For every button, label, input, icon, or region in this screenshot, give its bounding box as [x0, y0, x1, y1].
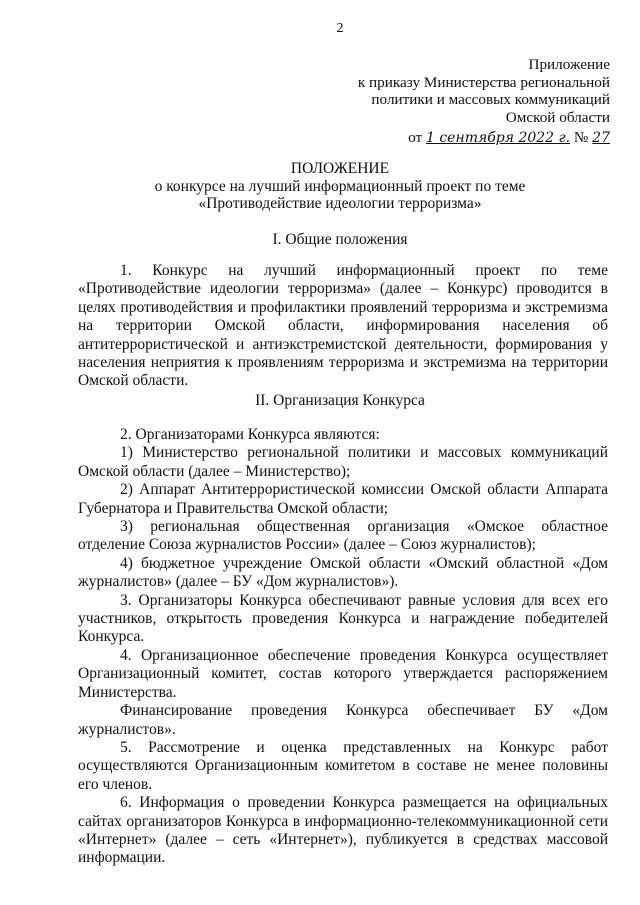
order-number: 27 [592, 130, 610, 146]
appendix-line-3: политики и массовых коммуникаций [371, 91, 610, 108]
paragraph-2-4: 4) бюджетное учреждение Омской области «Омский областной «Дом журналистов» (далее – БУ «Дом журналистов»). [78, 554, 608, 591]
section-organization-body [78, 426, 608, 868]
title-line-2: «Противодействие идеологии терроризма» [198, 195, 482, 213]
document-title [0, 160, 640, 213]
paragraph-2: 2. Организаторами Конкурса являются: [120, 426, 380, 443]
paragraph-3: 3. Организаторы Конкурса обеспечивают равные условия для всех его участников, открытость проведения Конкурса и награждение победителей Конкурса. [78, 591, 608, 646]
title-heading: ПОЛОЖЕНИЕ [290, 160, 390, 177]
order-date: 1 сентября 2022 г. [425, 130, 571, 146]
order-date-line [358, 129, 610, 148]
paragraph-2-1: 1) Министерство региональной политики и массовых коммуникаций Омской области (далее – Министерство); [78, 444, 608, 480]
date-prefix: от [408, 129, 423, 146]
paragraph-1: 1. Конкурс на лучший информационный проект по теме «Противодействие идеологии терроризма» (далее – Конкурс) проводится в целях противодействия и профилактики проявлений терроризма и экстремизма на территории Омской области, информирования населения об антитеррористической и антиэкстремистской деятельности, формирования у населения неприятия к проявлениям терроризма и экстремизма на территории Омской области. [78, 262, 608, 390]
appendix-line-1: Приложение [528, 56, 610, 73]
paragraph-4: 4. Организационное обеспечение проведения Конкурса осуществляет Организационный комитет, состав которого утверждается распоряжением Министерства. [78, 646, 608, 701]
paragraph-4-financing: Финансирование проведения Конкурса обеспечивает БУ «Дом журналистов». [78, 702, 608, 738]
title-line-1: о конкурсе на лучший информационный проект по теме [154, 177, 526, 195]
paragraph-5: 5. Рассмотрение и оценка представленных на Конкурс работ осуществляются Организационным комитетом в составе не менее половины его членов. [78, 738, 608, 793]
paragraph-2-3: 3) региональная общественная организация «Омское областное отделение Союза журналистов России» (далее – Союз журналистов); [78, 518, 608, 554]
paragraph-6: 6. Информация о проведении Конкурса размещается на официальных сайтах организаторов Конкурса в информационно-телекоммуникационной сети «Интернет» (далее – сеть «Интернет»), публикуется в средствах массовой информации. [78, 794, 608, 867]
page-number: 2 [336, 21, 344, 36]
number-label: № [573, 129, 589, 146]
appendix-line-2: к приказу Министерства региональной [357, 73, 610, 91]
section-heading-organization: II. Организация Конкурса [255, 392, 425, 409]
paragraph-2-2: 2) Аппарат Антитеррористической комиссии Омской области Аппарата Губернатора и Правительства Омской области; [78, 481, 608, 517]
appendix-block [358, 56, 610, 148]
appendix-line-4: Омской области [505, 108, 610, 126]
section-heading-general: I. Общие положения [272, 231, 408, 248]
section-general-body [78, 262, 608, 391]
